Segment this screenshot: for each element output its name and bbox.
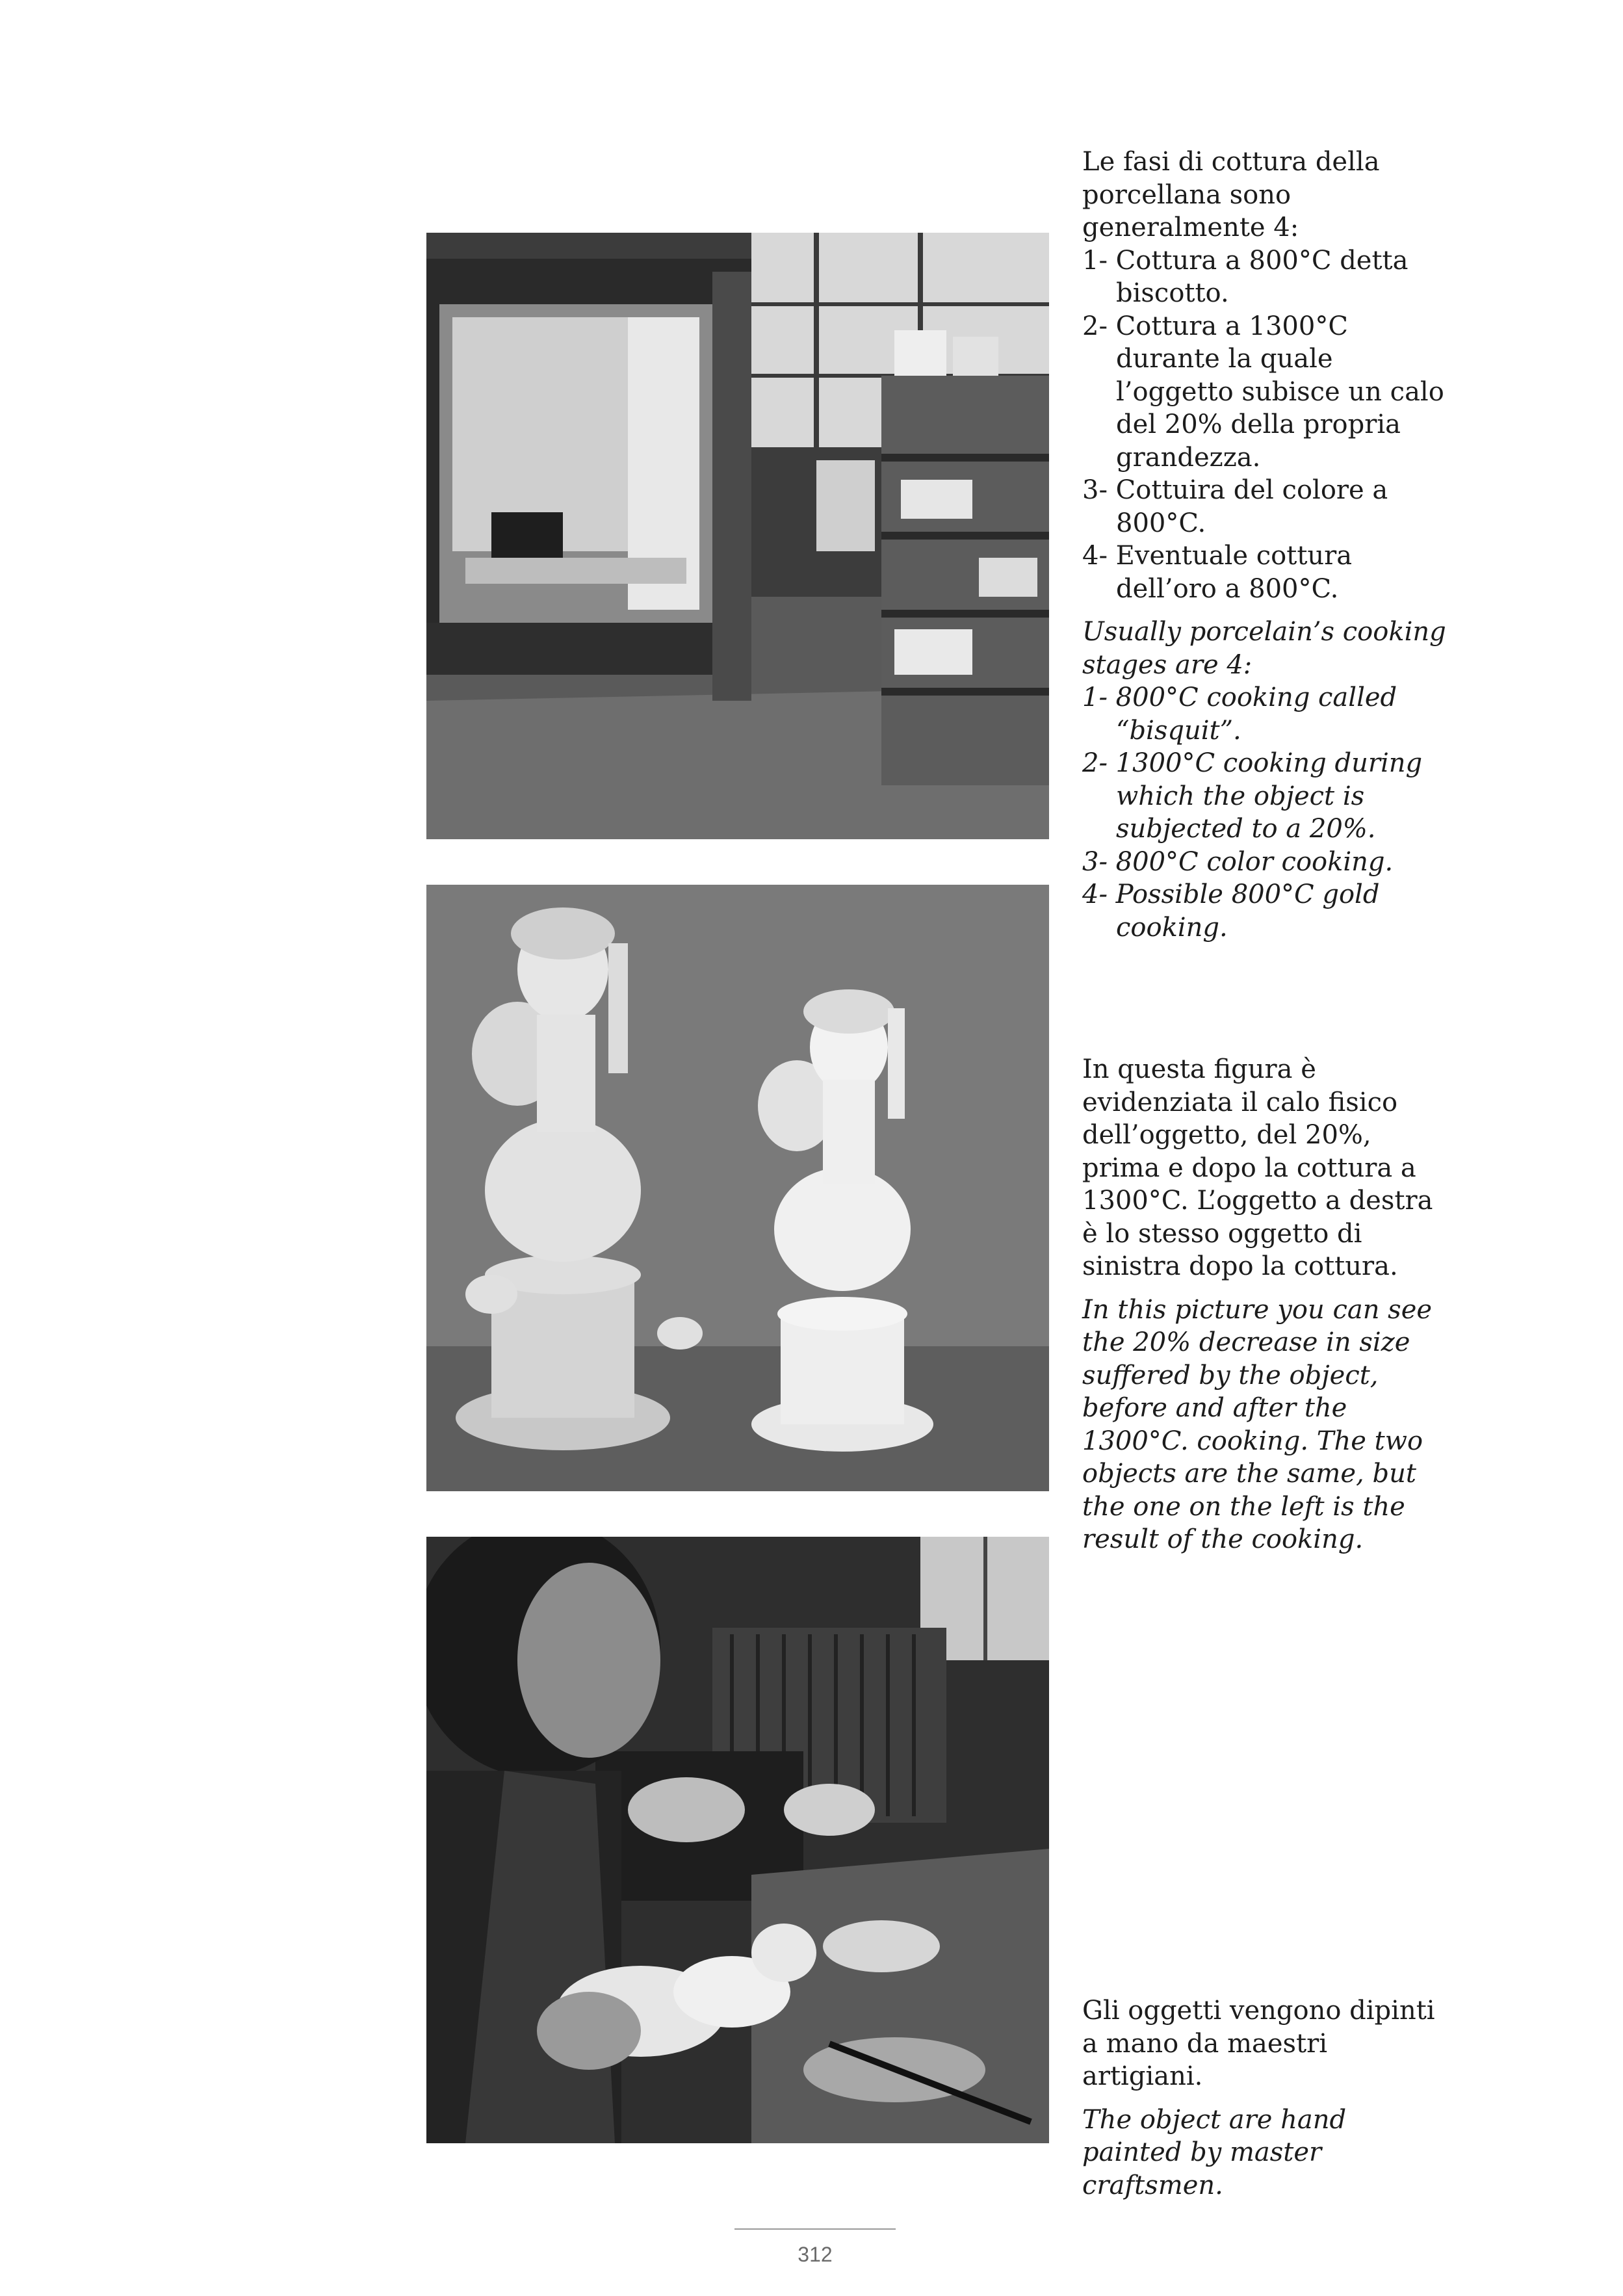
- kiln-step-en-4: 4- Possible 800°C gold cooking.: [1082, 880, 1380, 943]
- cherubs-photo: [426, 885, 1049, 1491]
- painter-text: [1082, 1994, 1446, 2202]
- painter-photo: [426, 1537, 1049, 2143]
- kiln-intro-it: Le fasi di cottura della porcellana sono generalmente 4:: [1082, 147, 1380, 242]
- painter-text-it: Gli oggetti vengono dipinti a mano da maestri artigiani.: [1082, 1996, 1435, 2091]
- painter-text-en: The object are hand painted by master craftsmen.: [1082, 2104, 1347, 2200]
- cherubs-text-it: In questa figura è evidenziata il calo fisico dell’oggetto, del 20%, prima e dopo la cottura a 1300°C. L’oggetto a destra è lo stesso oggetto di sinistra dopo la cottura.: [1082, 1054, 1433, 1281]
- footer-divider: [734, 2228, 896, 2230]
- kiln-step-it-2: 2- Cottura a 1300°C durante la quale l’oggetto subisce un calo del 20% della propria grandezza.: [1082, 311, 1444, 473]
- kiln-step-en-3: 3- 800°C color cooking.: [1082, 846, 1394, 877]
- kiln-step-en-1: 1- 800°C cooking called “bisquit”.: [1082, 683, 1397, 746]
- kiln-text: [1082, 146, 1446, 944]
- kiln-step-it-3: 3- Cottuira del colore a 800°C.: [1082, 475, 1388, 538]
- kiln-step-it-1: 1- Cottura a 800°C detta biscotto.: [1082, 245, 1409, 308]
- cherubs-text: [1082, 1053, 1446, 1556]
- kiln-step-en-2: 2- 1300°C cooking during which the object is subjected to a 20%.: [1082, 748, 1423, 844]
- kiln-step-it-4: 4- Eventuale cottura dell’oro a 800°C.: [1082, 541, 1353, 604]
- kiln-photo: [426, 233, 1049, 839]
- page-number: 312: [798, 2243, 833, 2266]
- cherubs-text-en: In this picture you can see the 20% decrease in size suffered by the object, before and after the 1300°C. cooking. The two objects are the same, but the one on the left is the result of the cooking.: [1082, 1294, 1433, 1554]
- kiln-intro-en: Usually porcelain’s cooking stages are 4:: [1082, 617, 1446, 680]
